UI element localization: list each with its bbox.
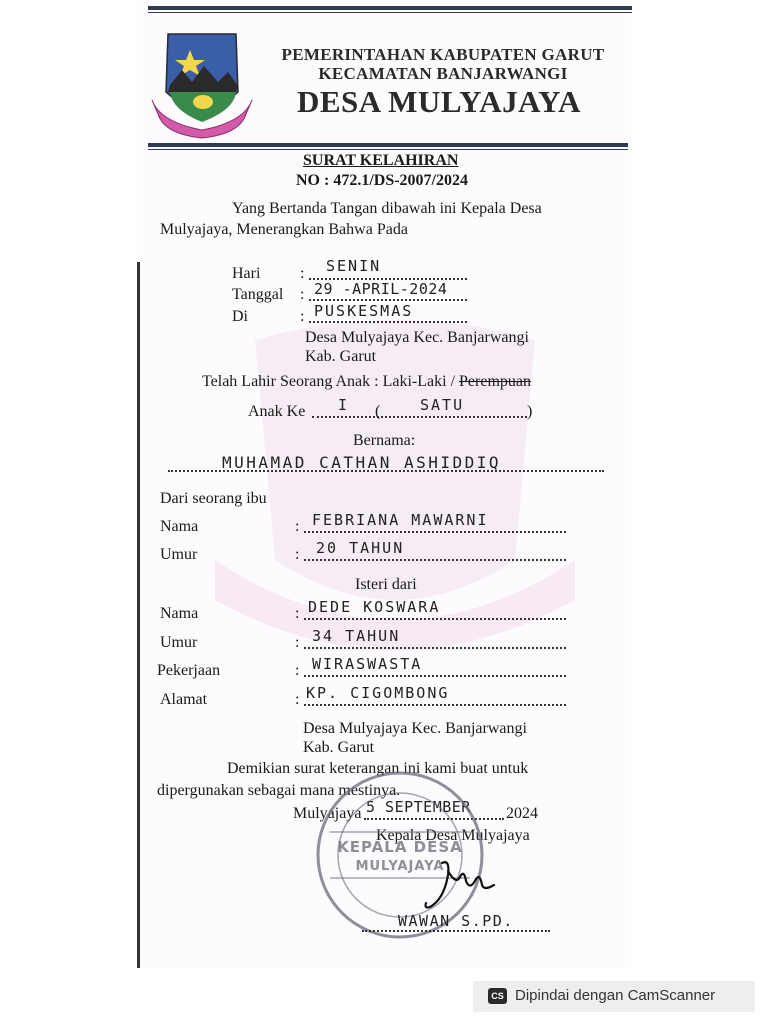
signer-name-dotted-line <box>362 930 550 932</box>
father-address-line-1: Desa Mulyajaya Kec. Banjarwangi <box>303 720 527 737</box>
father-alamat-dotted-line <box>304 704 566 706</box>
gender-text: Telah Lahir Seorang Anak : Laki-Laki / <box>202 373 456 390</box>
di-value: PUSKESMAS <box>314 302 414 320</box>
child-name: MUHAMAD CATHAN ASHIDDIQ <box>222 453 502 472</box>
birth-address-line-1: Desa Mulyajaya Kec. Banjarwangi <box>305 329 529 346</box>
scanner-text: Dipindai dengan CamScanner <box>515 987 716 1004</box>
father-alamat-value: KP. CIGOMBONG <box>306 684 450 702</box>
father-nama-value: DEDE KOSWARA <box>308 598 441 616</box>
father-nama-label: Nama <box>160 605 199 622</box>
header-district: KECAMATAN BANJARWANGI <box>318 64 568 83</box>
birth-address-line-2: Kab. Garut <box>305 348 377 365</box>
paper-edge <box>137 262 140 968</box>
signing-place: Mulyajaya <box>293 805 362 822</box>
signature <box>420 855 510 915</box>
father-nama-dotted-line <box>304 618 566 620</box>
father-umur-label: Umur <box>160 634 198 651</box>
closing-line-1: Demikian surat keterangan ini kami buat untuk <box>227 760 529 777</box>
header-rule-top <box>148 6 632 10</box>
father-nama-colon: : <box>295 605 300 622</box>
document-title: SURAT KELAHIRAN <box>303 152 459 169</box>
tanggal-colon: : <box>300 286 305 303</box>
di-label: Di <box>232 308 248 325</box>
intro-line-2: Mulyajaya, Menerangkan Bahwa Pada <box>160 221 408 238</box>
father-pekerjaan-colon: : <box>295 662 300 679</box>
stamp-text-top: KEPALA DESA <box>337 838 463 856</box>
anak-ke-paren-open: ( <box>375 403 381 420</box>
anak-ke-number: I <box>338 396 350 414</box>
tanggal-value: 29 -APRIL-2024 <box>314 280 448 298</box>
anak-ke-dotted-line <box>312 416 527 418</box>
hari-value: SENIN <box>326 257 382 275</box>
garut-emblem-logo <box>150 30 254 140</box>
di-colon: : <box>300 308 305 325</box>
di-dotted-line <box>309 321 467 323</box>
mother-nama-value: FEBRIANA MAWARNI <box>312 511 489 529</box>
hari-label: Hari <box>232 265 261 282</box>
mother-umur-dotted-line <box>304 559 566 561</box>
father-umur-colon: : <box>295 634 300 651</box>
tanggal-label: Tanggal <box>232 286 284 303</box>
father-pekerjaan-label: Pekerjaan <box>157 662 221 679</box>
closing-line-2: dipergunakan sebagai mana mestinya. <box>157 782 401 799</box>
anak-ke-label: Anak Ke <box>248 403 306 420</box>
document-number: NO : 472.1/DS-2007/2024 <box>296 172 468 189</box>
mother-umur-colon: : <box>295 546 300 563</box>
signing-date: 5 SEPTEMBER <box>366 798 471 816</box>
header-rule-top-thin <box>148 12 632 13</box>
gender-struck-option: Perempuan <box>459 373 531 390</box>
mother-heading: Dari seorang ibu <box>160 490 267 507</box>
signing-year: 2024 <box>506 805 538 822</box>
father-umur-value: 34 TAHUN <box>312 627 401 645</box>
signer-position: Kepala Desa Mulyajaya <box>376 827 530 844</box>
hari-colon: : <box>300 265 305 282</box>
father-address-line-2: Kab. Garut <box>303 739 375 756</box>
father-alamat-label: Alamat <box>160 691 208 708</box>
tanggal-dotted-line <box>309 299 467 301</box>
anak-ke-word: SATU <box>420 396 465 414</box>
mother-nama-colon: : <box>295 518 300 535</box>
header-rule-bottom <box>148 143 628 147</box>
header-rule-bottom-thin <box>148 149 628 150</box>
father-pekerjaan-dotted-line <box>304 675 566 677</box>
father-heading: Isteri dari <box>355 576 417 593</box>
mother-umur-value: 20 TAHUN <box>316 539 405 557</box>
mother-nama-dotted-line <box>304 531 566 533</box>
camscanner-logo-icon: CS <box>488 988 507 1004</box>
gender-line <box>202 373 531 391</box>
father-umur-dotted-line <box>304 647 566 649</box>
header-government: PEMERINTAHAN KABUPATEN GARUT <box>281 45 605 64</box>
header-village: DESA MULYAJAYA <box>296 84 582 119</box>
anak-ke-paren-close: ) <box>527 403 533 420</box>
father-alamat-colon: : <box>295 691 300 708</box>
bernama-label: Bernama: <box>353 432 416 449</box>
stamp-text-bottom: MULYAJAYA <box>355 859 445 874</box>
father-pekerjaan-value: WIRASWASTA <box>312 655 423 673</box>
intro-line-1: Yang Bertanda Tangan dibawah ini Kepala Desa <box>232 200 542 217</box>
signer-name: WAWAN S.PD. <box>398 912 514 930</box>
mother-umur-label: Umur <box>160 546 198 563</box>
mother-nama-label: Nama <box>160 518 199 535</box>
